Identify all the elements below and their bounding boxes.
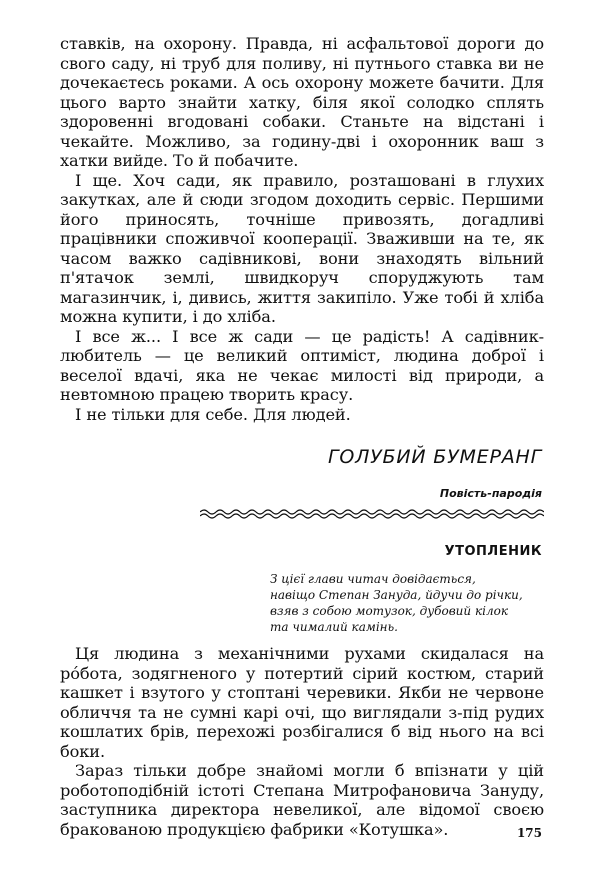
page-number: 175	[516, 826, 542, 840]
wavy-divider	[200, 506, 544, 522]
epigraph-line: та чималий камінь.	[270, 620, 398, 634]
paragraph-stepan: Зараз тільки добре знайомі могли б впізнати у цій роботоподібній істоті Степана Митрофановича Зануду, заступника директора невеликої, але відомої своєю бракованою продукцією фабрики «Котушка».	[60, 761, 544, 839]
epigraph-line: З цієї глави читач довідається,	[270, 572, 476, 586]
paragraph-joy: І все ж... І все ж сади — це радість! А садівник-любитель — це великий оптиміст, людина доброї і веселої вдачі, яка не чекає милості від природи, а невтомною працею творить красу.	[60, 326, 544, 404]
paragraph-continuation: ставків, на охорону. Правда, ні асфальтової дороги до свого саду, ні труб для поливу, ні путнього ставка ви не дочекаєтесь роками. А ось охорону можете бачити. Для цього варто знайти хатку, біля якої солодко сплять здоровенні вгодовані собаки. Станьте на відстані і чекайте. Можливо, за годину-дві і охоронник ваш з хатки вийде. То й побачите.	[60, 34, 544, 170]
top-text-block	[60, 34, 544, 424]
epigraph-line: взяв з собою мотузок, дубовий кілок	[270, 604, 508, 618]
paragraph-service: І ще. Хоч сади, як правило, розташовані в глухих закутках, але й сюди згодом доходить сервіс. Першими його приносять, точніше привозять, догадливі працівники споживчої кооперації. Зваживши на те, як часом важко садівникові, вони знаходять вільний п'ятачок землі, швидкоруч споруджують там магазинчик, і, дивись, життя закипіло. Уже тобі й хліба можна купити, і до хліба.	[60, 170, 544, 326]
bottom-text-block	[60, 644, 544, 839]
epigraph-line: навіщо Степан Зануда, йдучи до річки,	[270, 588, 523, 602]
paragraph-robot-man: Ця людина з механічними рухами скидалася на ро́бота, зодягненого у потертий сірий костюм, старий кашкет і взутого у стоптані черевики. Якби не червоне обличчя та не сумні карі очі, що виглядали з-під рудих кошлатих брів, перехожі розбігалися б від нього на всі боки.	[60, 644, 544, 761]
story-title: ГОЛУБИЙ БУМЕРАНГ	[327, 446, 542, 468]
story-subtitle: Повість-пародія	[439, 487, 542, 500]
epigraph	[270, 571, 550, 635]
chapter-title: УТОПЛЕНИК	[444, 544, 542, 559]
paragraph-for-people: І не тільки для себе. Для людей.	[75, 404, 351, 424]
